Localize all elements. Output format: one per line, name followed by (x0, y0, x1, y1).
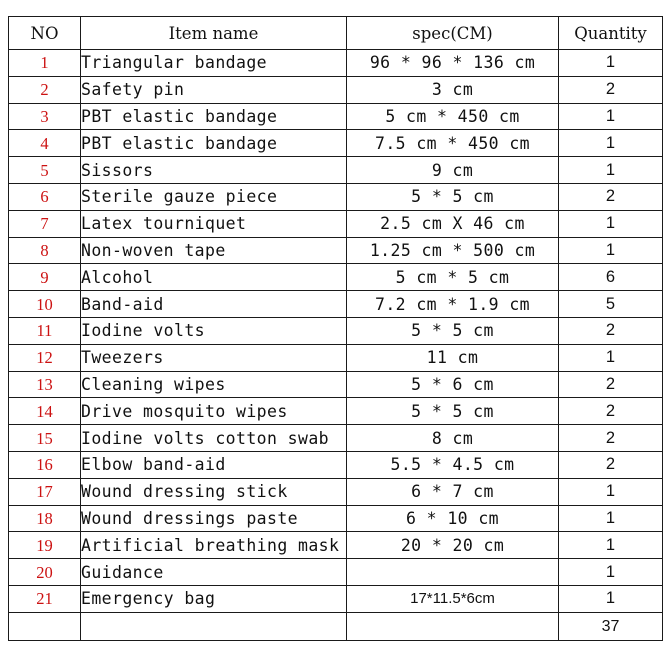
item-quantity: 1 (559, 585, 663, 612)
row-number: 18 (9, 505, 81, 532)
row-number: 9 (9, 264, 81, 291)
item-spec: 5 * 5 cm (347, 183, 559, 210)
row-number: 19 (9, 532, 81, 559)
table-row (9, 451, 663, 478)
item-quantity: 2 (559, 183, 663, 210)
item-quantity: 1 (559, 157, 663, 184)
item-name: Wound dressings paste (81, 505, 347, 532)
table-row (9, 505, 663, 532)
total-empty-item (81, 612, 347, 640)
item-spec: 5.5 * 4.5 cm (347, 451, 559, 478)
item-name: PBT elastic bandage (81, 130, 347, 157)
item-name: Iodine volts cotton swab (81, 425, 347, 452)
item-name: Sissors (81, 157, 347, 184)
item-spec: 6 * 7 cm (347, 478, 559, 505)
item-name: Drive mosquito wipes (81, 398, 347, 425)
item-spec: 20 * 20 cm (347, 532, 559, 559)
table-row (9, 183, 663, 210)
row-number: 1 (9, 50, 81, 77)
row-number: 21 (9, 585, 81, 612)
total-row (9, 612, 663, 640)
header-no: NO (9, 17, 81, 50)
item-spec: 7.5 cm * 450 cm (347, 130, 559, 157)
item-quantity: 2 (559, 398, 663, 425)
row-number: 16 (9, 451, 81, 478)
table-row (9, 371, 663, 398)
row-number: 14 (9, 398, 81, 425)
table-row (9, 130, 663, 157)
item-quantity: 1 (559, 344, 663, 371)
table-row (9, 398, 663, 425)
header-spec: spec(CM) (347, 17, 559, 50)
item-quantity: 1 (559, 478, 663, 505)
item-name: Artificial breathing mask (81, 532, 347, 559)
item-spec: 3 cm (347, 76, 559, 103)
item-spec: 5 * 5 cm (347, 317, 559, 344)
table-row (9, 559, 663, 586)
row-number: 4 (9, 130, 81, 157)
table-row (9, 478, 663, 505)
table-row (9, 103, 663, 130)
table-row (9, 291, 663, 318)
row-number: 2 (9, 76, 81, 103)
item-spec: 5 * 6 cm (347, 371, 559, 398)
item-spec: 5 cm * 450 cm (347, 103, 559, 130)
row-number: 5 (9, 157, 81, 184)
item-quantity: 1 (559, 532, 663, 559)
header-row (9, 17, 663, 50)
item-quantity: 5 (559, 291, 663, 318)
item-quantity: 1 (559, 505, 663, 532)
header-item-name: Item name (81, 17, 347, 50)
item-spec: 1.25 cm * 500 cm (347, 237, 559, 264)
item-quantity: 1 (559, 237, 663, 264)
item-quantity: 6 (559, 264, 663, 291)
item-spec: 9 cm (347, 157, 559, 184)
item-spec: 7.2 cm * 1.9 cm (347, 291, 559, 318)
total-empty-spec (347, 612, 559, 640)
item-quantity: 1 (559, 50, 663, 77)
item-spec: 2.5 cm X 46 cm (347, 210, 559, 237)
item-name: Band-aid (81, 291, 347, 318)
row-number: 6 (9, 183, 81, 210)
row-number: 8 (9, 237, 81, 264)
row-number: 20 (9, 559, 81, 586)
item-quantity: 2 (559, 317, 663, 344)
item-spec: 6 * 10 cm (347, 505, 559, 532)
item-quantity: 2 (559, 371, 663, 398)
item-name: Wound dressing stick (81, 478, 347, 505)
item-name: Tweezers (81, 344, 347, 371)
table-row (9, 50, 663, 77)
item-name: Triangular bandage (81, 50, 347, 77)
table-row (9, 210, 663, 237)
row-number: 13 (9, 371, 81, 398)
item-spec: 11 cm (347, 344, 559, 371)
table-row (9, 425, 663, 452)
table-row (9, 585, 663, 612)
item-name: Latex tourniquet (81, 210, 347, 237)
item-spec: 8 cm (347, 425, 559, 452)
item-name: Alcohol (81, 264, 347, 291)
item-spec: 5 * 5 cm (347, 398, 559, 425)
row-number: 7 (9, 210, 81, 237)
header-quantity: Quantity (559, 17, 663, 50)
item-name: Guidance (81, 559, 347, 586)
item-quantity: 1 (559, 103, 663, 130)
item-quantity: 1 (559, 210, 663, 237)
item-spec: 5 cm * 5 cm (347, 264, 559, 291)
item-spec: 17*11.5*6cm (347, 585, 559, 612)
item-name: Non-woven tape (81, 237, 347, 264)
table-row (9, 344, 663, 371)
table-row (9, 532, 663, 559)
table-row (9, 76, 663, 103)
row-number: 15 (9, 425, 81, 452)
item-spec (347, 559, 559, 586)
item-name: Iodine volts (81, 317, 347, 344)
total-quantity: 37 (559, 612, 663, 640)
item-name: Safety pin (81, 76, 347, 103)
table-row (9, 264, 663, 291)
item-name: PBT elastic bandage (81, 103, 347, 130)
table-row (9, 317, 663, 344)
row-number: 12 (9, 344, 81, 371)
item-spec: 96 * 96 * 136 cm (347, 50, 559, 77)
item-quantity: 1 (559, 130, 663, 157)
item-quantity: 1 (559, 559, 663, 586)
row-number: 3 (9, 103, 81, 130)
item-quantity: 2 (559, 425, 663, 452)
item-name: Cleaning wipes (81, 371, 347, 398)
item-name: Elbow band-aid (81, 451, 347, 478)
item-quantity: 2 (559, 76, 663, 103)
item-name: Sterile gauze piece (81, 183, 347, 210)
total-empty-no (9, 612, 81, 640)
item-name: Emergency bag (81, 585, 347, 612)
table-row (9, 237, 663, 264)
row-number: 10 (9, 291, 81, 318)
table-row (9, 157, 663, 184)
item-quantity: 2 (559, 451, 663, 478)
first-aid-kit-table (8, 16, 663, 641)
row-number: 11 (9, 317, 81, 344)
row-number: 17 (9, 478, 81, 505)
